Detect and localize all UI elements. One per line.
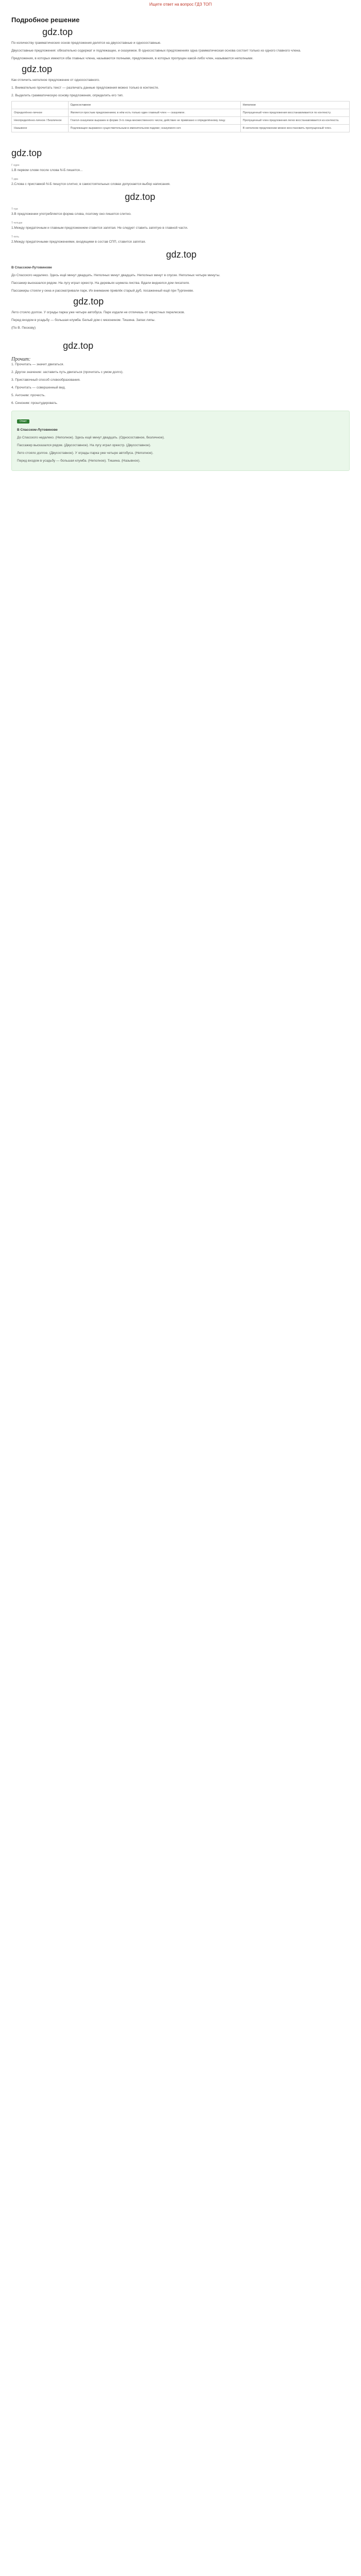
section-label: Т-два bbox=[11, 178, 19, 181]
watermark: gdz.top bbox=[166, 249, 197, 260]
comparison-table bbox=[11, 101, 350, 132]
table-cell: Пропущенный член предложения восстанавливается по контексту. bbox=[240, 109, 349, 117]
sections bbox=[11, 164, 350, 244]
section-item bbox=[11, 222, 350, 230]
section-text: 2.Слова с приставкой N-Б пишутся слитно; в самостоятельных словах допускается выбор написания. bbox=[11, 182, 171, 186]
page-title: Подробное решение bbox=[11, 16, 80, 24]
section-item bbox=[11, 178, 350, 187]
step-2: 2. Выделить грамматическую основу предложения, определить его тип. bbox=[11, 94, 124, 97]
table-row bbox=[12, 125, 350, 132]
section-item bbox=[11, 208, 350, 216]
answer-line: 4. Прочитать — совершенный вид. bbox=[11, 386, 66, 389]
watermark: gdz.top bbox=[73, 296, 104, 307]
step-heading: Как отличить неполное предложение от односоставного. bbox=[11, 78, 100, 82]
answer-badge: Ответ bbox=[17, 419, 29, 423]
watermark: gdz.top bbox=[22, 64, 53, 74]
watermark: gdz.top bbox=[63, 341, 94, 351]
story-p: Пассажир высказался рядом. На лугу играл оркестр. На деревьях шумела листва. Вдали виднелся дом писателя. bbox=[11, 281, 190, 285]
story-block bbox=[11, 265, 350, 330]
table-row bbox=[12, 117, 350, 125]
answer-line: 2. Другое значение: заставить путь двигаться (прочитать с умом долго). bbox=[11, 370, 124, 374]
section-label: Т-три bbox=[11, 208, 18, 211]
table-row bbox=[12, 109, 350, 117]
section-text: 1.В первом слове после слова N-Б пишется... bbox=[11, 168, 83, 172]
table-header bbox=[12, 101, 69, 109]
watermark: gdz.top bbox=[125, 192, 156, 202]
section-item bbox=[11, 164, 350, 173]
table-header: Односоставное bbox=[68, 101, 240, 109]
table-cell: Глагол-сказуемое выражен в форме 3-го лица множественного числа; действие не привязано к определённому лицу. bbox=[68, 117, 240, 125]
table-cell: В неполном предложении можно восстановить пропущенный член. bbox=[240, 125, 349, 132]
section-text: 2.Между придаточными предложениями, входящими в состав СПП, ставится запятая. bbox=[11, 240, 146, 244]
story-source: (По В. Пескову) bbox=[11, 326, 36, 330]
table-cell: Является простым предложением; в нём есть только один главный член — сказуемое. bbox=[68, 109, 240, 117]
section-label: Т-четыре bbox=[11, 222, 23, 225]
table-cell: Подлежащее выражено существительным в именительном падеже; сказуемого нет. bbox=[68, 125, 240, 132]
watermark: gdz.top bbox=[42, 27, 73, 37]
table-cell: Пропущенный член предложения легко восстанавливается из контекста. bbox=[240, 117, 349, 125]
page bbox=[0, 0, 361, 471]
section-text: 1.Между придаточным и главным предложением ставится запятая. Не следует ставить запятую в главной части. bbox=[11, 226, 188, 230]
answer-panel-line: Пассажир высказался рядом. (Двусоставное). На лугу играл оркестр. (Двусоставное). bbox=[17, 444, 151, 447]
answer-panel-line: До Спасского недалеко. (Неполное). Здесь ещё минут двадцать. (Односоставное, безличное). bbox=[17, 436, 165, 439]
intro-block bbox=[11, 27, 350, 98]
section-label: Т-пять bbox=[11, 235, 20, 239]
intro-p2: Двусоставные предложения: обязательно содержат и подлежащее, и сказуемое. В односоставных предложениях одна грамматическая основа состоит только из одного главного члена. bbox=[11, 49, 301, 53]
answer-panel-line: Перед входом в усадьбу — большая клумба. (Неполное). Тишина. (Назывное). bbox=[17, 459, 140, 463]
answer-panel bbox=[11, 411, 350, 471]
step-1: 1. Внимательно прочитать текст — различать данные предложения можно только в контексте. bbox=[11, 86, 159, 90]
watermark: gdz.top bbox=[11, 148, 42, 158]
story-heading: В Спасском-Лутовинове bbox=[11, 266, 52, 269]
table-header: Неполное bbox=[240, 101, 349, 109]
answers-block bbox=[11, 357, 350, 405]
story-p: Пассажиры стояли у окна и рассматривали парк. Их внимание привлёк старый дуб, посаженный ещё при Тургеневе. bbox=[11, 289, 194, 293]
table-cell: Неопределённо-личное / Безличное bbox=[12, 117, 69, 125]
table-cell: Определённо-личное bbox=[12, 109, 69, 117]
answer-heading: В Спасском-Лутовинове bbox=[17, 428, 58, 432]
answer-panel-line: Лето стояло долгое. (Двусоставное). У ограды парка уже четыре автобуса. (Неполное). bbox=[17, 451, 154, 455]
answer-line: 5. Антоним: прочесть. bbox=[11, 394, 45, 397]
intro-p1: По количеству грамматических основ предложения делятся на двусоставные и односоставные. bbox=[11, 41, 161, 45]
table-cell: Назывное bbox=[12, 125, 69, 132]
story-p: Перед входом в усадьбу — большая клумба. Белый дом с мезонином. Тишина. Запах липы. bbox=[11, 318, 156, 322]
story-p: До Спасского недалеко. Здесь ещё минут двадцать. Неполных минут двадцать. Неполных минут в спуске. Неполных четыре минуты. bbox=[11, 274, 220, 277]
answer-line: 3. Приставочный способ словообразования. bbox=[11, 378, 80, 382]
answer-line: 1. Прочитать — значит двигаться. bbox=[11, 363, 64, 366]
section-item bbox=[11, 235, 350, 244]
question-handwritten: Прочит: bbox=[11, 357, 31, 362]
story-p: Лето стояло долгое. У ограды парка уже четыре автобуса. Парк издали не отличишь от окрестных перелесков. bbox=[11, 311, 185, 314]
intro-p3: Предложения, в которых имеются оба главных члена, называются полными, предложения, в которых пропущен какой-либо член, называются неполными. bbox=[11, 57, 254, 60]
answer-line: 6. Синоним: проштудировать. bbox=[11, 401, 58, 405]
section-text: 3.В предложении употребляется форма слова, поэтому оно пишется слитно. bbox=[11, 212, 132, 216]
top-note[interactable]: Ищете ответ на вопрос ГДЗ ТОП bbox=[149, 2, 212, 7]
section-label: Г-один bbox=[11, 164, 20, 167]
